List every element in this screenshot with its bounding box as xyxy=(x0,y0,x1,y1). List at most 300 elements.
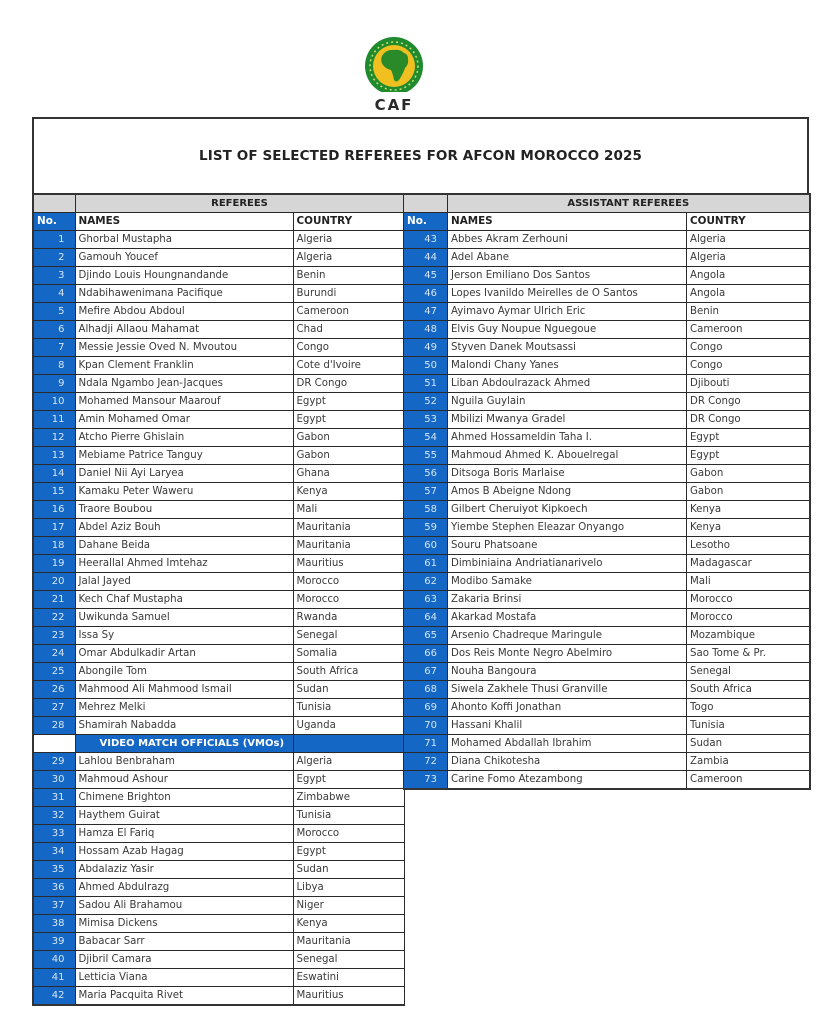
official-name: Hassani Khalil xyxy=(448,717,687,735)
table-row xyxy=(33,519,404,537)
official-country: Niger xyxy=(293,897,404,915)
col-header-country: COUNTRY xyxy=(293,213,404,231)
official-country: Mali xyxy=(293,501,404,519)
table-row xyxy=(33,411,404,429)
official-country: Mali xyxy=(687,573,810,591)
official-country: Zambia xyxy=(687,753,810,771)
group-header-row xyxy=(33,194,404,213)
table-row xyxy=(33,699,404,717)
row-number: 50 xyxy=(404,357,448,375)
table-row xyxy=(404,429,810,447)
row-number: 72 xyxy=(404,753,448,771)
official-country: Morocco xyxy=(687,591,810,609)
logo-text: CAF xyxy=(374,96,414,114)
row-number: 56 xyxy=(404,465,448,483)
vmo-header-country-blank xyxy=(293,735,404,753)
table-row xyxy=(404,771,810,790)
group-header-blank xyxy=(404,194,448,213)
official-country: Chad xyxy=(293,321,404,339)
table-row xyxy=(33,645,404,663)
official-country: Madagascar xyxy=(687,555,810,573)
row-number: 15 xyxy=(33,483,75,501)
official-name: Gilbert Cheruiyot Kipkoech xyxy=(448,501,687,519)
official-name: Messie Jessie Oved N. Mvoutou xyxy=(75,339,293,357)
official-name: Abdel Aziz Bouh xyxy=(75,519,293,537)
table-row xyxy=(33,501,404,519)
row-number: 16 xyxy=(33,501,75,519)
table-row xyxy=(33,267,404,285)
row-number: 32 xyxy=(33,807,75,825)
row-number: 59 xyxy=(404,519,448,537)
official-country: Egypt xyxy=(293,393,404,411)
official-name: Uwikunda Samuel xyxy=(75,609,293,627)
official-name: Abbes Akram Zerhouni xyxy=(448,231,687,249)
row-number: 68 xyxy=(404,681,448,699)
row-number: 39 xyxy=(33,933,75,951)
row-number: 20 xyxy=(33,573,75,591)
table-row xyxy=(33,987,404,1006)
official-country: Benin xyxy=(293,267,404,285)
page-title: LIST OF SELECTED REFEREES FOR AFCON MOROCCO 2025 xyxy=(199,148,642,164)
official-name: Omar Abdulkadir Artan xyxy=(75,645,293,663)
row-number: 58 xyxy=(404,501,448,519)
row-number: 5 xyxy=(33,303,75,321)
official-country: DR Congo xyxy=(687,393,810,411)
assistant-referees-section-label: ASSISTANT REFEREES xyxy=(448,194,810,213)
vmo-header-blank xyxy=(33,735,75,753)
official-country: Kenya xyxy=(293,483,404,501)
table-row xyxy=(404,627,810,645)
table-row xyxy=(404,411,810,429)
row-number: 46 xyxy=(404,285,448,303)
official-country: Mozambique xyxy=(687,627,810,645)
row-number: 19 xyxy=(33,555,75,573)
official-name: Ayimavo Aymar Ulrich Eric xyxy=(448,303,687,321)
official-name: Ndabihawenimana Pacifique xyxy=(75,285,293,303)
official-country: Morocco xyxy=(293,573,404,591)
official-name: Heerallal Ahmed Imtehaz xyxy=(75,555,293,573)
official-name: Jalal Jayed xyxy=(75,573,293,591)
table-row xyxy=(404,699,810,717)
table-row xyxy=(404,267,810,285)
official-name: Nouha Bangoura xyxy=(448,663,687,681)
official-name: Nguila Guylain xyxy=(448,393,687,411)
row-number: 38 xyxy=(33,915,75,933)
official-country: Sudan xyxy=(293,861,404,879)
official-country: Tunisia xyxy=(293,807,404,825)
row-number: 22 xyxy=(33,609,75,627)
official-name: Shamirah Nabadda xyxy=(75,717,293,735)
table-row xyxy=(33,969,404,987)
row-number: 69 xyxy=(404,699,448,717)
row-number: 65 xyxy=(404,627,448,645)
column-header-row xyxy=(404,213,810,231)
official-country: Togo xyxy=(687,699,810,717)
official-name: Traore Boubou xyxy=(75,501,293,519)
official-name: Ahmed Hossameldin Taha I. xyxy=(448,429,687,447)
official-country: Mauritius xyxy=(293,987,404,1006)
official-name: Zakaria Brinsi xyxy=(448,591,687,609)
row-number: 27 xyxy=(33,699,75,717)
official-name: Issa Sy xyxy=(75,627,293,645)
official-country: Egypt xyxy=(293,411,404,429)
table-row xyxy=(33,447,404,465)
official-name: Styven Danek Moutsassi xyxy=(448,339,687,357)
official-name: Dahane Beida xyxy=(75,537,293,555)
official-country: Senegal xyxy=(293,951,404,969)
title-box xyxy=(32,117,809,193)
official-country: Djibouti xyxy=(687,375,810,393)
table-row xyxy=(404,681,810,699)
table-row xyxy=(33,627,404,645)
official-country: Angola xyxy=(687,285,810,303)
table-row xyxy=(404,555,810,573)
assistant-referees-table xyxy=(403,193,811,790)
vmo-section-header-row xyxy=(33,735,404,753)
row-number: 44 xyxy=(404,249,448,267)
col-header-country: COUNTRY xyxy=(687,213,810,231)
official-name: Haythem Guirat xyxy=(75,807,293,825)
official-name: Hossam Azab Hagag xyxy=(75,843,293,861)
row-number: 10 xyxy=(33,393,75,411)
official-name: Chimene Brighton xyxy=(75,789,293,807)
official-name: Sadou Ali Brahamou xyxy=(75,897,293,915)
column-header-row xyxy=(33,213,404,231)
official-name: Liban Abdoulrazack Ahmed xyxy=(448,375,687,393)
table-row xyxy=(33,555,404,573)
official-country: Kenya xyxy=(687,501,810,519)
official-name: Mohamed Abdallah Ibrahim xyxy=(448,735,687,753)
official-name: Kamaku Peter Waweru xyxy=(75,483,293,501)
row-number: 48 xyxy=(404,321,448,339)
table-row xyxy=(33,429,404,447)
row-number: 64 xyxy=(404,609,448,627)
row-number: 12 xyxy=(33,429,75,447)
table-row xyxy=(33,807,404,825)
table-row xyxy=(33,465,404,483)
table-row xyxy=(404,357,810,375)
table-row xyxy=(33,879,404,897)
official-country: DR Congo xyxy=(687,411,810,429)
col-header-no: No. xyxy=(33,213,75,231)
col-header-no: No. xyxy=(404,213,448,231)
caf-emblem-icon xyxy=(352,36,436,116)
official-country: Algeria xyxy=(687,231,810,249)
row-number: 67 xyxy=(404,663,448,681)
official-country: Algeria xyxy=(293,231,404,249)
official-country: Burundi xyxy=(293,285,404,303)
official-country: Sudan xyxy=(687,735,810,753)
official-name: Kech Chaf Mustapha xyxy=(75,591,293,609)
official-country: Congo xyxy=(293,339,404,357)
official-country: Benin xyxy=(687,303,810,321)
row-number: 51 xyxy=(404,375,448,393)
official-name: Ahonto Koffi Jonathan xyxy=(448,699,687,717)
official-country: South Africa xyxy=(687,681,810,699)
table-row xyxy=(33,789,404,807)
official-name: Daniel Nii Ayi Laryea xyxy=(75,465,293,483)
table-row xyxy=(404,393,810,411)
row-number: 4 xyxy=(33,285,75,303)
official-country: Cameroon xyxy=(293,303,404,321)
table-row xyxy=(404,519,810,537)
row-number: 26 xyxy=(33,681,75,699)
table-row xyxy=(404,465,810,483)
official-name: Mefire Abdou Abdoul xyxy=(75,303,293,321)
row-number: 24 xyxy=(33,645,75,663)
official-name: Mimisa Dickens xyxy=(75,915,293,933)
official-name: Mbilizi Mwanya Gradel xyxy=(448,411,687,429)
official-country: Algeria xyxy=(293,249,404,267)
row-number: 66 xyxy=(404,645,448,663)
row-number: 47 xyxy=(404,303,448,321)
row-number: 35 xyxy=(33,861,75,879)
official-name: Carine Fomo Atezambong xyxy=(448,771,687,790)
official-name: Letticia Viana xyxy=(75,969,293,987)
official-country: Eswatini xyxy=(293,969,404,987)
official-country: Rwanda xyxy=(293,609,404,627)
row-number: 43 xyxy=(404,231,448,249)
official-name: Alhadji Allaou Mahamat xyxy=(75,321,293,339)
official-country: Tunisia xyxy=(687,717,810,735)
official-country: Kenya xyxy=(687,519,810,537)
row-number: 29 xyxy=(33,753,75,771)
row-number: 63 xyxy=(404,591,448,609)
official-country: Cameroon xyxy=(687,771,810,790)
official-country: Libya xyxy=(293,879,404,897)
official-country: Gabon xyxy=(293,447,404,465)
official-name: Ditsoga Boris Marlaise xyxy=(448,465,687,483)
row-number: 52 xyxy=(404,393,448,411)
table-row xyxy=(33,897,404,915)
row-number: 71 xyxy=(404,735,448,753)
table-row xyxy=(404,573,810,591)
row-number: 11 xyxy=(33,411,75,429)
official-name: Elvis Guy Noupue Nguegoue xyxy=(448,321,687,339)
table-row xyxy=(404,537,810,555)
table-row xyxy=(33,717,404,735)
table-row xyxy=(33,933,404,951)
row-number: 40 xyxy=(33,951,75,969)
official-name: Adel Abane xyxy=(448,249,687,267)
official-name: Siwela Zakhele Thusi Granville xyxy=(448,681,687,699)
table-row xyxy=(404,609,810,627)
table-row xyxy=(33,483,404,501)
official-name: Hamza El Fariq xyxy=(75,825,293,843)
official-country: Kenya xyxy=(293,915,404,933)
official-name: Lahlou Benbraham xyxy=(75,753,293,771)
table-row xyxy=(33,771,404,789)
table-row xyxy=(404,321,810,339)
official-name: Djindo Louis Houngnandande xyxy=(75,267,293,285)
row-number: 73 xyxy=(404,771,448,790)
official-name: Diana Chikotesha xyxy=(448,753,687,771)
table-row xyxy=(33,339,404,357)
row-number: 57 xyxy=(404,483,448,501)
table-row xyxy=(404,717,810,735)
official-name: Ahmed Abdulrazg xyxy=(75,879,293,897)
official-name: Jerson Emiliano Dos Santos xyxy=(448,267,687,285)
official-country: Algeria xyxy=(687,249,810,267)
row-number: 34 xyxy=(33,843,75,861)
row-number: 36 xyxy=(33,879,75,897)
official-name: Mahmoud Ahmed K. Abouelregal xyxy=(448,447,687,465)
official-name: Amin Mohamed Omar xyxy=(75,411,293,429)
row-number: 60 xyxy=(404,537,448,555)
official-country: Ghana xyxy=(293,465,404,483)
table-row xyxy=(404,249,810,267)
official-name: Yiembe Stephen Eleazar Onyango xyxy=(448,519,687,537)
official-country: Egypt xyxy=(687,447,810,465)
official-country: Algeria xyxy=(293,753,404,771)
official-name: Atcho Pierre Ghislain xyxy=(75,429,293,447)
row-number: 31 xyxy=(33,789,75,807)
row-number: 18 xyxy=(33,537,75,555)
official-country: Egypt xyxy=(293,843,404,861)
row-number: 42 xyxy=(33,987,75,1006)
caf-logo xyxy=(352,36,436,116)
official-name: Mehrez Melki xyxy=(75,699,293,717)
official-country: Gabon xyxy=(293,429,404,447)
official-country: Somalia xyxy=(293,645,404,663)
official-country: South Africa xyxy=(293,663,404,681)
table-row xyxy=(33,537,404,555)
table-row xyxy=(33,303,404,321)
table-row xyxy=(404,375,810,393)
official-country: Congo xyxy=(687,339,810,357)
group-header-blank xyxy=(33,194,75,213)
table-row xyxy=(33,285,404,303)
official-name: Mahmood Ali Mahmood Ismail xyxy=(75,681,293,699)
official-country: Sao Tome & Pr. xyxy=(687,645,810,663)
row-number: 25 xyxy=(33,663,75,681)
col-header-names: NAMES xyxy=(75,213,293,231)
official-country: Egypt xyxy=(687,429,810,447)
col-header-names: NAMES xyxy=(448,213,687,231)
official-country: Angola xyxy=(687,267,810,285)
table-row xyxy=(404,483,810,501)
row-number: 55 xyxy=(404,447,448,465)
official-name: Kpan Clement Franklin xyxy=(75,357,293,375)
row-number: 30 xyxy=(33,771,75,789)
table-row xyxy=(404,339,810,357)
table-row xyxy=(33,609,404,627)
table-row xyxy=(33,231,404,249)
referees-section-label: REFEREES xyxy=(75,194,404,213)
row-number: 1 xyxy=(33,231,75,249)
official-country: Zimbabwe xyxy=(293,789,404,807)
table-row xyxy=(33,663,404,681)
table-row xyxy=(33,375,404,393)
official-country: Cameroon xyxy=(687,321,810,339)
official-country: Morocco xyxy=(293,591,404,609)
official-name: Abongile Tom xyxy=(75,663,293,681)
official-country: Mauritania xyxy=(293,933,404,951)
official-country: DR Congo xyxy=(293,375,404,393)
row-number: 70 xyxy=(404,717,448,735)
table-row xyxy=(404,447,810,465)
table-row xyxy=(404,501,810,519)
official-country: Mauritania xyxy=(293,537,404,555)
official-country: Lesotho xyxy=(687,537,810,555)
official-name: Abdalaziz Yasir xyxy=(75,861,293,879)
official-name: Ghorbal Mustapha xyxy=(75,231,293,249)
table-row xyxy=(404,303,810,321)
row-number: 2 xyxy=(33,249,75,267)
row-number: 54 xyxy=(404,429,448,447)
row-number: 21 xyxy=(33,591,75,609)
row-number: 45 xyxy=(404,267,448,285)
official-name: Mohamed Mansour Maarouf xyxy=(75,393,293,411)
official-country: Morocco xyxy=(293,825,404,843)
table-row xyxy=(33,573,404,591)
table-row xyxy=(33,321,404,339)
table-row xyxy=(404,591,810,609)
row-number: 8 xyxy=(33,357,75,375)
row-number: 7 xyxy=(33,339,75,357)
official-name: Arsenio Chadreque Maringule xyxy=(448,627,687,645)
row-number: 9 xyxy=(33,375,75,393)
official-country: Congo xyxy=(687,357,810,375)
official-name: Mebiame Patrice Tanguy xyxy=(75,447,293,465)
official-country: Tunisia xyxy=(293,699,404,717)
official-country: Gabon xyxy=(687,483,810,501)
official-name: Maria Pacquita Rivet xyxy=(75,987,293,1006)
official-name: Akarkad Mostafa xyxy=(448,609,687,627)
table-row xyxy=(404,753,810,771)
table-row xyxy=(33,915,404,933)
group-header-row xyxy=(404,194,810,213)
official-country: Gabon xyxy=(687,465,810,483)
table-row xyxy=(404,663,810,681)
official-name: Djibril Camara xyxy=(75,951,293,969)
official-country: Mauritius xyxy=(293,555,404,573)
table-row xyxy=(33,951,404,969)
official-name: Souru Phatsoane xyxy=(448,537,687,555)
row-number: 14 xyxy=(33,465,75,483)
table-row xyxy=(33,681,404,699)
row-number: 17 xyxy=(33,519,75,537)
table-row xyxy=(33,249,404,267)
official-name: Dos Reis Monte Negro Abelmiro xyxy=(448,645,687,663)
table-row xyxy=(33,843,404,861)
table-row xyxy=(33,825,404,843)
row-number: 49 xyxy=(404,339,448,357)
row-number: 37 xyxy=(33,897,75,915)
table-row xyxy=(33,591,404,609)
official-country: Sudan xyxy=(293,681,404,699)
official-name: Dimbiniaina Andriatianarivelo xyxy=(448,555,687,573)
table-row xyxy=(404,645,810,663)
official-country: Mauritania xyxy=(293,519,404,537)
official-country: Senegal xyxy=(687,663,810,681)
row-number: 23 xyxy=(33,627,75,645)
row-number: 53 xyxy=(404,411,448,429)
row-number: 6 xyxy=(33,321,75,339)
official-country: Egypt xyxy=(293,771,404,789)
official-name: Mahmoud Ashour xyxy=(75,771,293,789)
official-country: Cote d'Ivoire xyxy=(293,357,404,375)
table-row xyxy=(33,357,404,375)
vmo-section-label: VIDEO MATCH OFFICIALS (VMOs) xyxy=(75,735,293,753)
row-number: 62 xyxy=(404,573,448,591)
row-number: 33 xyxy=(33,825,75,843)
official-name: Amos B Abeigne Ndong xyxy=(448,483,687,501)
official-name: Malondi Chany Yanes xyxy=(448,357,687,375)
official-name: Modibo Samake xyxy=(448,573,687,591)
official-name: Lopes Ivanildo Meirelles de O Santos xyxy=(448,285,687,303)
official-country: Senegal xyxy=(293,627,404,645)
